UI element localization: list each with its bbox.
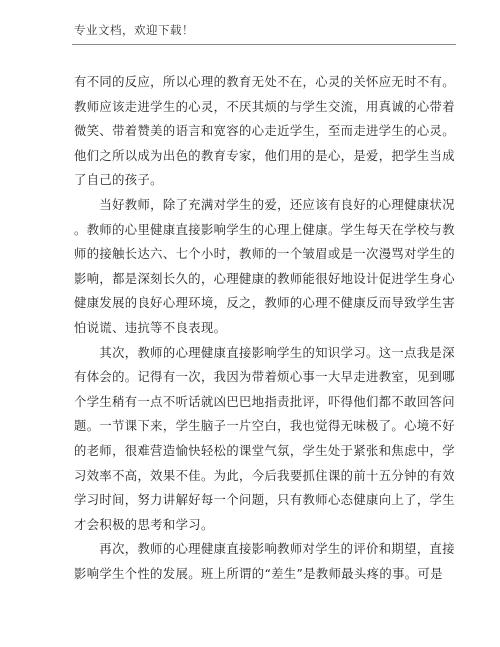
header-divider — [72, 44, 456, 45]
text-line: 了自己的孩子。 — [74, 173, 163, 188]
text-line: 师的接触长达六、七个小时，教师的一个皱眉或是一次漫骂对学生的 — [74, 247, 455, 262]
text-line: 习效率不高，效果不佳。为此，今后我要抓住课的前十五分钟的有效 — [74, 468, 455, 483]
text-line: 有体会的。记得有一次，我因为带着烦心事一大早走进教室，见到哪 — [74, 370, 455, 385]
text-line: 教师应该走进学生的心灵，不厌其烦的与学生交流，用真诚的心带着 — [74, 99, 455, 114]
text-line: 题。一节课下来，学生脑子一片空白，我也觉得无味极了。心境不好 — [74, 419, 455, 434]
text-line: 。教师的心里健康直接影响学生的心理上健康。学生每天在学校与教 — [74, 222, 455, 237]
text-line: 个学生稍有一点不听话就凶巴巴地指责批评，吓得他们都不敢回答问 — [74, 394, 455, 409]
text-line: 影响学生个性的发展。班上所谓的“差生”是教师最头疼的事。可是 — [74, 566, 443, 581]
text-line: 再次，教师的心理健康直接影响教师对学生的评价和期望，直接 — [74, 542, 455, 557]
text-line: 他们之所以成为出色的教育专家，他们用的是心，是爱，把学生当成 — [74, 148, 455, 163]
text-line: 才会积极的思考和学习。 — [74, 517, 214, 532]
text-line: 怕说谎、违抗等不良表现。 — [74, 320, 227, 335]
document-body — [74, 70, 455, 586]
text-line: 微笑、带着赞美的语言和宽容的心走近学生，至而走进学生的心灵。 — [74, 124, 455, 139]
text-line: 其次，教师的心理健康直接影响学生的知识学习。这一点我是深 — [74, 345, 455, 360]
text-line: 的老师，很难营造愉快轻松的课堂气氛，学生处于紧张和焦虑中，学 — [74, 443, 455, 458]
document-header: 专业文档，欢迎下载！ — [74, 23, 194, 37]
text-line: 影响，都是深刻长久的，心理健康的教师能很好地设计促进学生身心 — [74, 271, 455, 286]
text-line: 健康发展的良好心理环境，反之，教师的心理不健康反而导致学生害 — [74, 296, 455, 311]
text-line: 有不同的反应，所以心理的教育无处不在，心灵的关怀应无时不有。 — [74, 75, 455, 89]
text-line: 当好教师，除了充满对学生的爱，还应该有良好的心理健康状况 — [74, 197, 455, 212]
text-line: 学习时间，努力讲解好每一个问题，只有教师心态健康向上了，学生 — [74, 493, 455, 508]
